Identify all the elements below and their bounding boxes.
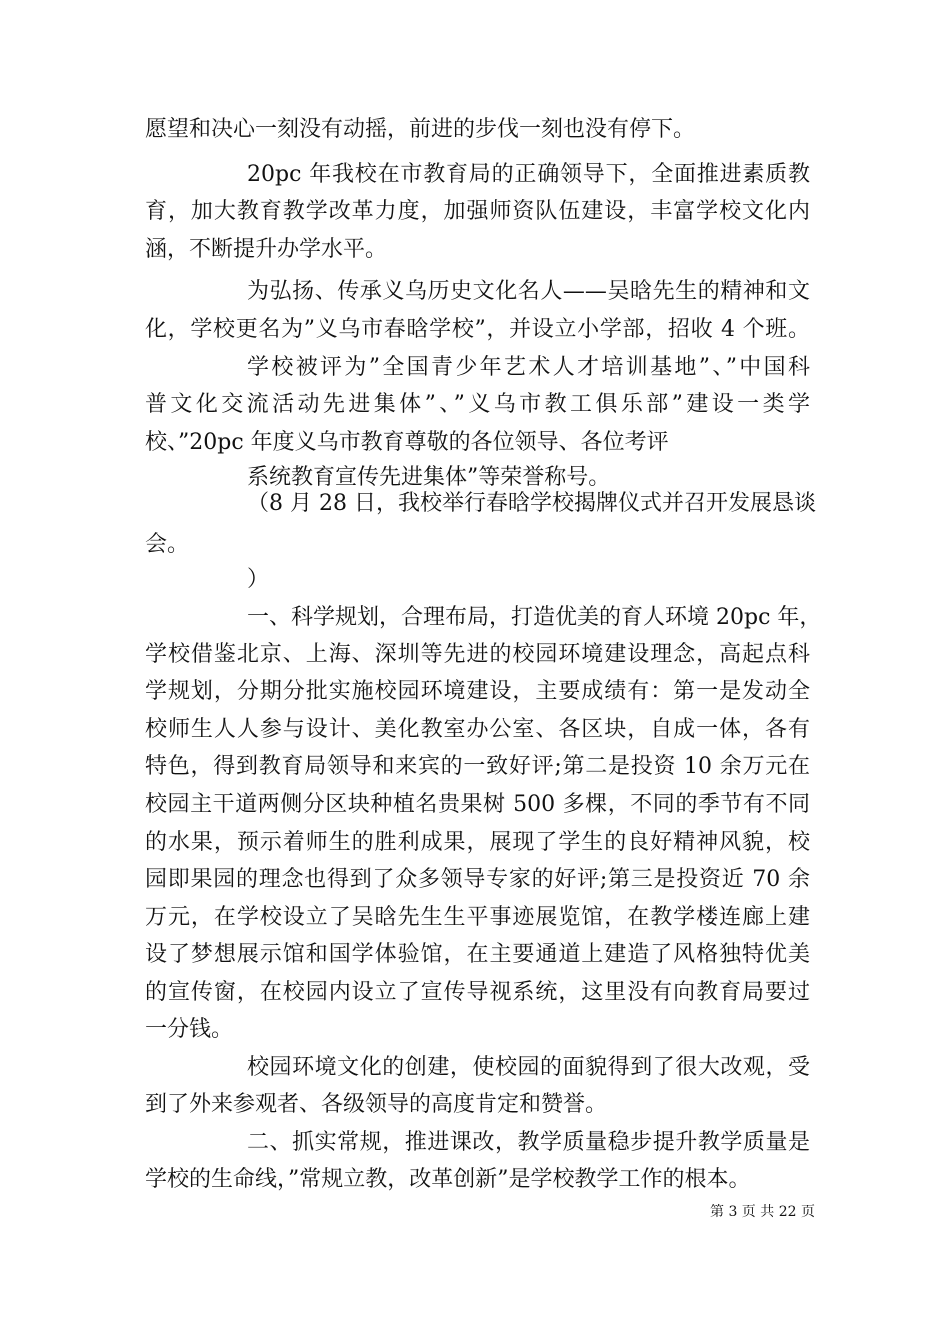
text-line: 愿望和决心一刻没有动摇，前进的步伐一刻也没有停下。 bbox=[145, 117, 696, 142]
text-line: 会。 bbox=[145, 532, 190, 557]
text-line: 的宣传窗，在校园内设立了宣传导视系统，这里没有向教育局要过 bbox=[145, 980, 810, 1005]
text-line: 一分钱。 bbox=[145, 1017, 234, 1042]
text-line: 的水果，预示着师生的胜利成果，展现了学生的良好精神风貌，校 bbox=[145, 830, 810, 855]
text-line: ） bbox=[247, 567, 270, 592]
text-line: 育，加大教育教学改革力度，加强师资队伍建设，丰富学校文化内 bbox=[145, 199, 810, 224]
text-line: 20pc 年我校在市教育局的正确领导下，全面推进素质教 bbox=[247, 162, 810, 187]
text-line: 校园主干道两侧分区块种植名贵果树 500 多棵，不同的季节有不同 bbox=[145, 792, 810, 817]
text-line: （8 月 28 日，我校举行春晗学校揭牌仪式并召开发展恳谈 bbox=[247, 491, 816, 516]
text-line: 二、抓实常规，推进课改，教学质量稳步提升教学质量是 bbox=[247, 1130, 810, 1155]
text-line: 学校被评为”全国青少年艺术人才培训基地”、”中国科 bbox=[247, 355, 810, 380]
text-line: 一、科学规划，合理布局，打造优美的育人环境 20pc 年， bbox=[247, 605, 822, 630]
text-line: 化，学校更名为”义乌市春晗学校”，并设立小学部，招收 4 个班。 bbox=[145, 317, 810, 342]
text-line: 学规划，分期分批实施校园环境建设，主要成绩有：第一是发动全 bbox=[145, 679, 810, 704]
text-line: 校师生人人参与设计、美化教室办公室、各区块，自成一体，各有 bbox=[145, 717, 810, 742]
text-line: 校、”20pc 年度义乌市教育尊敬的各位领导、各位考评 bbox=[145, 430, 669, 455]
text-line: 特色，得到教育局领导和来宾的一致好评;第二是投资 10 余万元在 bbox=[145, 754, 810, 779]
text-line: 系统教育宣传先进集体”等荣誉称号。 bbox=[247, 465, 611, 490]
text-line: 到了外来参观者、各级领导的高度肯定和赞誉。 bbox=[145, 1092, 608, 1117]
text-line: 设了梦想展示馆和国学体验馆，在主要通道上建造了风格独特优美 bbox=[145, 942, 810, 967]
text-line: 学校借鉴北京、上海、深圳等先进的校园环境建设理念，高起点科 bbox=[145, 642, 810, 667]
text-line: 普文化交流活动先进集体”、”义乌市教工俱乐部”建设一类学 bbox=[145, 392, 810, 417]
text-line: 园即果园的理念也得到了众多领导专家的好评;第三是投资近 70 余 bbox=[145, 867, 810, 892]
text-line: 为弘扬、传承义乌历史文化名人——吴晗先生的精神和文 bbox=[247, 279, 810, 304]
text-line: 学校的生命线，”常规立教，改革创新”是学校教学工作的根本。 bbox=[145, 1167, 751, 1192]
page-number: 第 3 页 共 22 页 bbox=[710, 1204, 815, 1220]
text-line: 万元，在学校设立了吴晗先生生平事迹展览馆，在教学楼连廊上建 bbox=[145, 905, 810, 930]
text-line: 涵，不断提升办学水平。 bbox=[145, 237, 388, 262]
text-line: 校园环境文化的创建，使校园的面貌得到了很大改观，受 bbox=[247, 1055, 810, 1080]
